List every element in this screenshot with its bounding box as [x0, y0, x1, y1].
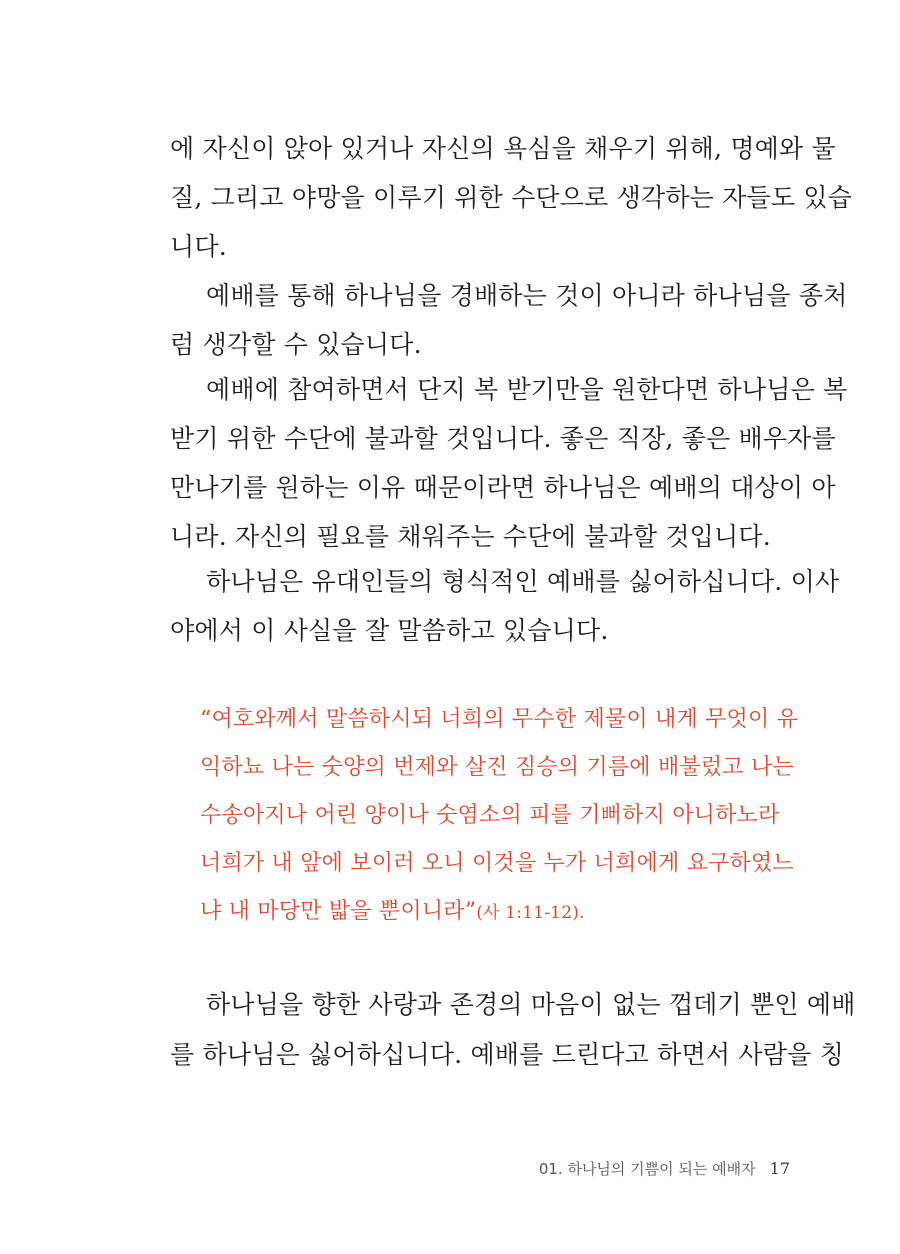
paragraph-line: 럼 생각할 수 있습니다.	[170, 330, 422, 359]
paragraph-line: 야에서 이 사실을 잘 말씀하고 있습니다.	[170, 616, 609, 645]
page-number: 17	[769, 1159, 790, 1178]
quote-last-line	[200, 897, 740, 928]
paragraph-line: 를 하나님은 싫어하십니다. 예배를 드린다고 하면서 사람을 칭	[170, 1040, 844, 1069]
paragraph-line: 예배에 참여하면서 단지 복 받기만을 원한다면 하나님은 복	[206, 375, 848, 404]
paragraph-line: 니라. 자신의 필요를 채워주는 수단에 불과할 것입니다.	[170, 522, 771, 551]
page-footer	[539, 1158, 790, 1179]
quote-line: 수송아지나 어린 양이나 숫염소의 피를 기뻐하지 아니하노라	[200, 803, 780, 828]
paragraph-line: 받기 위한 수단에 불과할 것입니다. 좋은 직장, 좋은 배우자를	[170, 424, 836, 453]
paragraph-line: 에 자신이 앉아 있거나 자신의 욕심을 채우기 위해, 명예와 물	[170, 134, 836, 163]
paragraph-line: 니다.	[170, 232, 227, 261]
paragraph-line: 하나님은 유대인들의 형식적인 예배를 싫어하십니다. 이사	[206, 567, 840, 596]
paragraph-line: 만나기를 원하는 이유 때문이라면 하나님은 예배의 대상이 아	[170, 473, 836, 502]
quote-line: 너희가 내 앞에 보이러 오니 이것을 누가 너희에게 요구하였느	[200, 851, 794, 876]
paragraph-line: 하나님을 향한 사랑과 존경의 마음이 없는 껍데기 뿐인 예배	[206, 990, 856, 1019]
paragraph-line: 예배를 통해 하나님을 경배하는 것이 아니라 하나님을 종처	[206, 281, 848, 310]
paragraph-line: 질, 그리고 야망을 이루기 위한 수단으로 생각하는 자들도 있습	[170, 183, 853, 212]
quote-line: 익하뇨 나는 숫양의 번제와 살진 짐승의 기름에 배불렀고 나는	[200, 755, 794, 780]
chapter-title: 01. 하나님의 기쁨이 되는 예배자	[538, 1160, 756, 1178]
quote-line: 냐 내 마당만 밟을 뿐이니라”	[200, 899, 477, 924]
quote-line: “여호와께서 말씀하시되 너희의 무수한 제물이 내게 무엇이 유	[200, 707, 799, 732]
quote-reference: (사 1:11-12).	[476, 903, 585, 923]
